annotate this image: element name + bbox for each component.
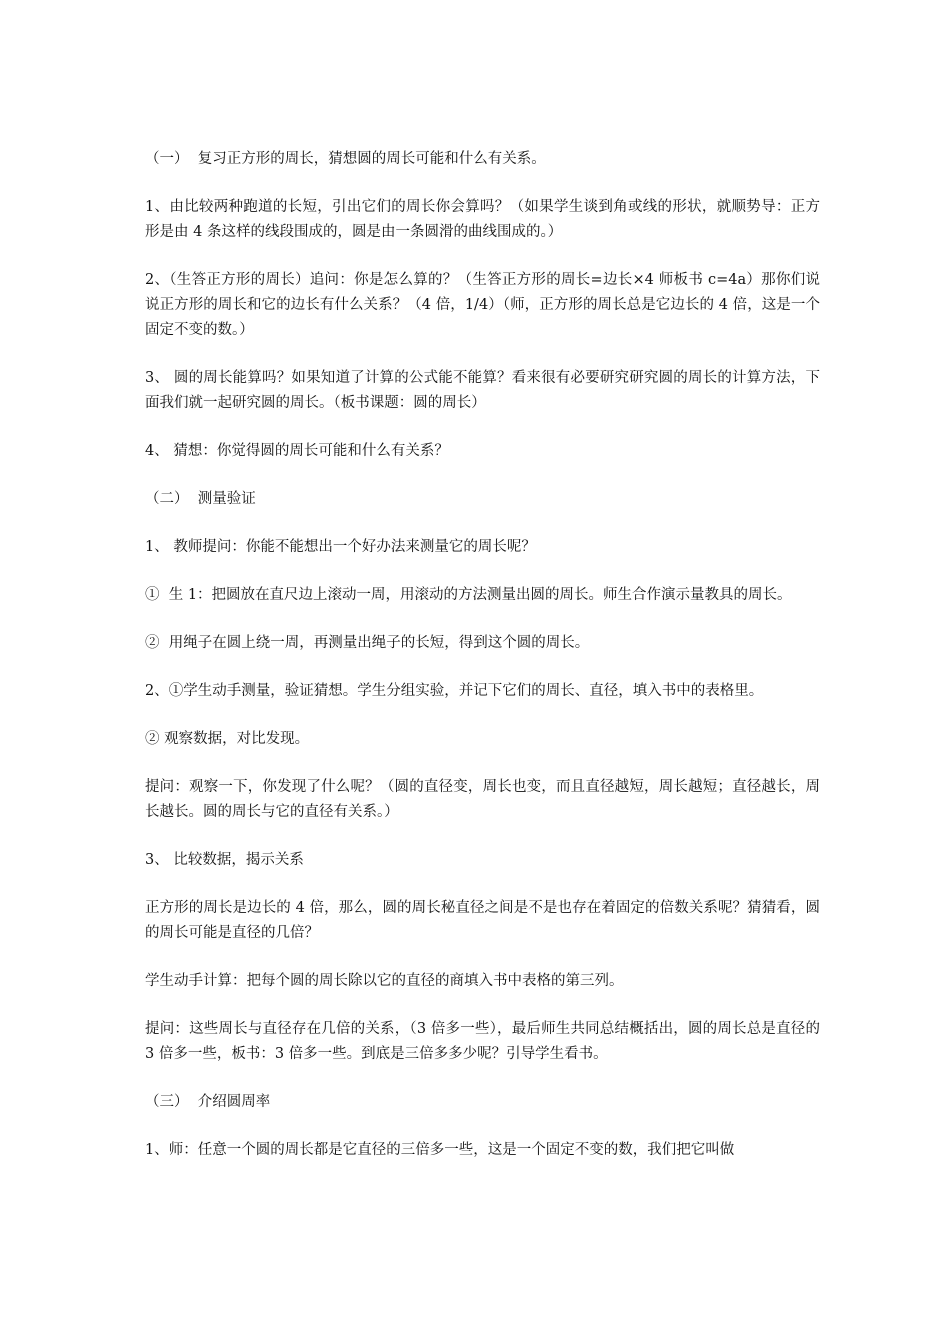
paragraph-11: 3、 比较数据，揭示关系: [145, 852, 304, 868]
paragraph-15: 1、师：任意一个圆的周长都是它直径的三倍多一些，这是一个固定不变的数，我们把它叫做: [145, 1142, 735, 1158]
paragraph-14: 提问：这些周长与直径存在几倍的关系，（3 倍多一些），最后师生共同总结概括出，圆的周长总是直径的 3 倍多一些，板书：3 倍多一些。到底是三倍多多少呢？引导学生看书。: [145, 1021, 825, 1062]
section-heading-1: （一） 复习正方形的周长，猜想圆的周长可能和什么有关系。: [145, 151, 546, 167]
paragraph-4: 4、 猜想：你觉得圆的周长可能和什么有关系？: [145, 443, 449, 459]
paragraph-6: ① 生 1：把圆放在直尺边上滚动一周，用滚动的方法测量出圆的周长。师生合作演示量教具的周长。: [145, 587, 792, 603]
paragraph-10: 提问：观察一下，你发现了什么呢？（圆的直径变，周长也变，而且直径越短，周长越短；直径越长，周长越长。圆的周长与它的直径有关系。）: [145, 779, 820, 820]
paragraph-13: 学生动手计算：把每个圆的周长除以它的直径的商填入书中表格的第三列。: [145, 973, 624, 989]
document-body: [145, 147, 825, 1186]
paragraph-5: 1、 教师提问：你能不能想出一个好办法来测量它的周长呢？: [145, 539, 536, 555]
section-heading-3: （三） 介绍圆周率: [145, 1094, 271, 1110]
paragraph-8: 2、①学生动手测量，验证猜想。学生分组实验，并记下它们的周长、直径，填入书中的表格里。: [145, 683, 764, 699]
paragraph-7: ② 用绳子在圆上绕一周，再测量出绳子的长短，得到这个圆的周长。: [145, 635, 590, 651]
paragraph-3: 3、 圆的周长能算吗？如果知道了计算的公式能不能算？看来很有必要研究研究圆的周长的计算方法，下面我们就一起研究圆的周长。（板书课题：圆的周长）: [145, 370, 820, 411]
paragraph-9: ② 观察数据，对比发现。: [145, 731, 310, 747]
paragraph-2: 2、（生答正方形的周长）追问：你是怎么算的？（生答正方形的周长=边长×4 师板书 c=4a）那你们说说正方形的周长和它的边长有什么关系？（4 倍，1/4）（师，正方形的周长总是它边长的 4 倍，这是一个固定不变的数。）: [145, 272, 820, 338]
paragraph-12: 正方形的周长是边长的 4 倍，那么，圆的周长秘直径之间是不是也存在着固定的倍数关系呢？猜猜看，圆的周长可能是直径的几倍？: [145, 900, 820, 941]
paragraph-1: 1、由比较两种跑道的长短，引出它们的周长你会算吗？（如果学生谈到角或线的形状，就顺势导：正方形是由 4 条这样的线段围成的，圆是由一条圆滑的曲线围成的。）: [145, 199, 820, 240]
section-heading-2: （二） 测量验证: [145, 491, 256, 507]
